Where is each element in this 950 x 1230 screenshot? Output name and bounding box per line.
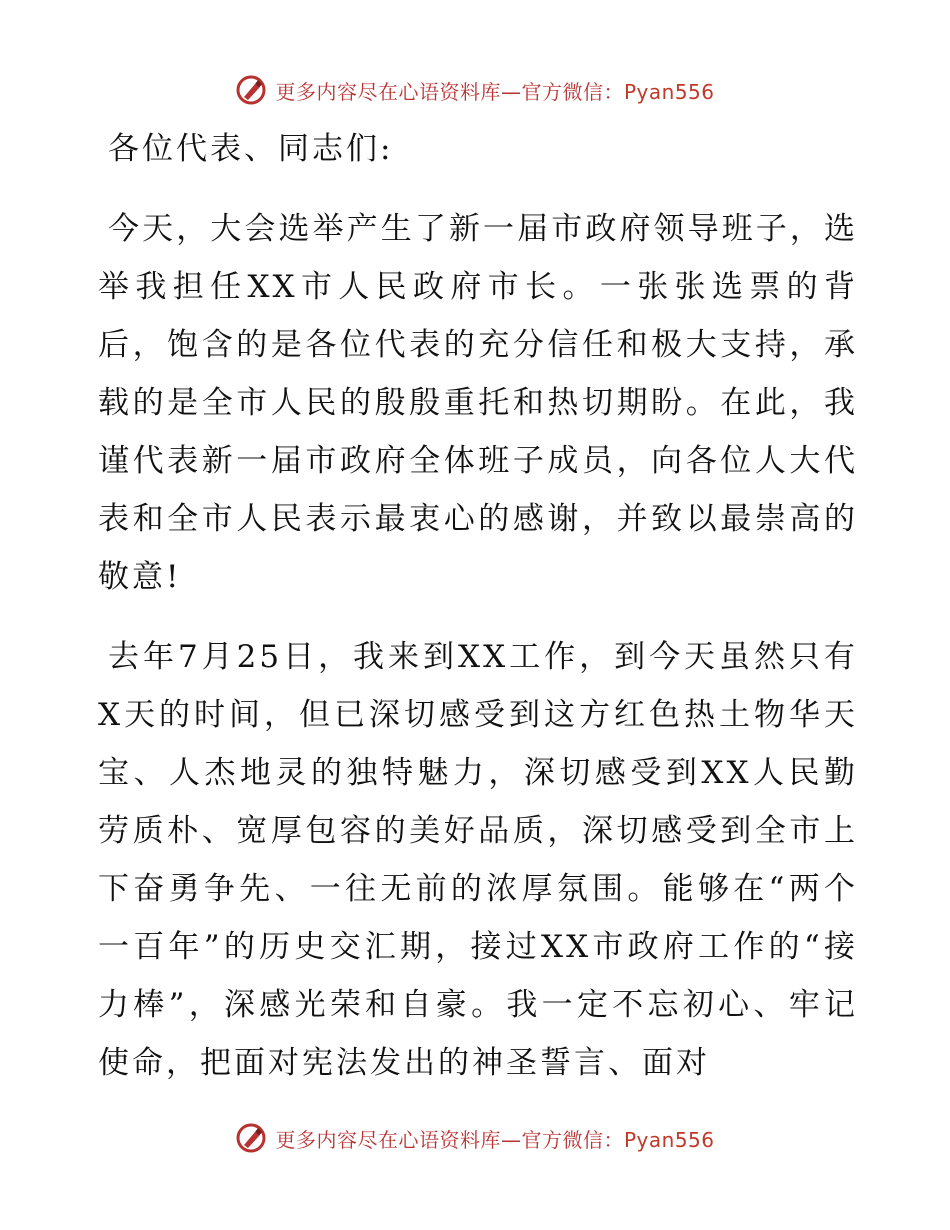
footer-banner	[0, 1118, 950, 1158]
banner-wechat-id: Pyan556	[623, 1127, 715, 1152]
document-body	[98, 120, 858, 1114]
pen-nib-circle-icon	[235, 74, 267, 106]
header-banner	[0, 70, 950, 110]
banner-dash: —	[500, 79, 522, 104]
banner-wechat-label: 官方微信：	[521, 1127, 624, 1152]
paragraph: 去年7月25日，我来到XX工作，到今天虽然只有X天的时间，但已深切感受到这方红色热土物华天宝、人杰地灵的独特魅力，深切感受到XX人民勤劳质朴、宽厚包容的美好品质，深切感受到全市上下奋勇争先、一往无前的浓厚氛围。能够在“两个一百年”的历史交汇期，接过XX市政府工作的“接力棒”，深感光荣和自豪。我一定不忘初心、牢记使命，把面对宪法发出的神圣誓言、面对	[98, 639, 858, 1081]
banner-text	[275, 76, 714, 105]
salutation: 各位代表、同志们:	[108, 131, 394, 167]
pen-nib-circle-icon	[235, 1122, 267, 1154]
paragraph: 今天，大会选举产生了新一届市政府领导班子，选举我担任XX市人民政府市长。一张张选票的背后，饱含的是各位代表的充分信任和极大支持，承载的是全市人民的殷殷重托和热切期盼。在此，我谨代表新一届市政府全体班子成员，向各位人大代表和全市人民表示最衷心的感谢，并致以最崇高的敬意!	[98, 211, 858, 595]
banner-main-text: 更多内容尽在心语资料库	[275, 1127, 501, 1152]
banner-text	[275, 1124, 714, 1153]
banner-wechat-id: Pyan556	[623, 79, 715, 104]
banner-dash: —	[500, 1127, 522, 1152]
banner-main-text: 更多内容尽在心语资料库	[275, 79, 501, 104]
banner-wechat-label: 官方微信：	[521, 79, 624, 104]
